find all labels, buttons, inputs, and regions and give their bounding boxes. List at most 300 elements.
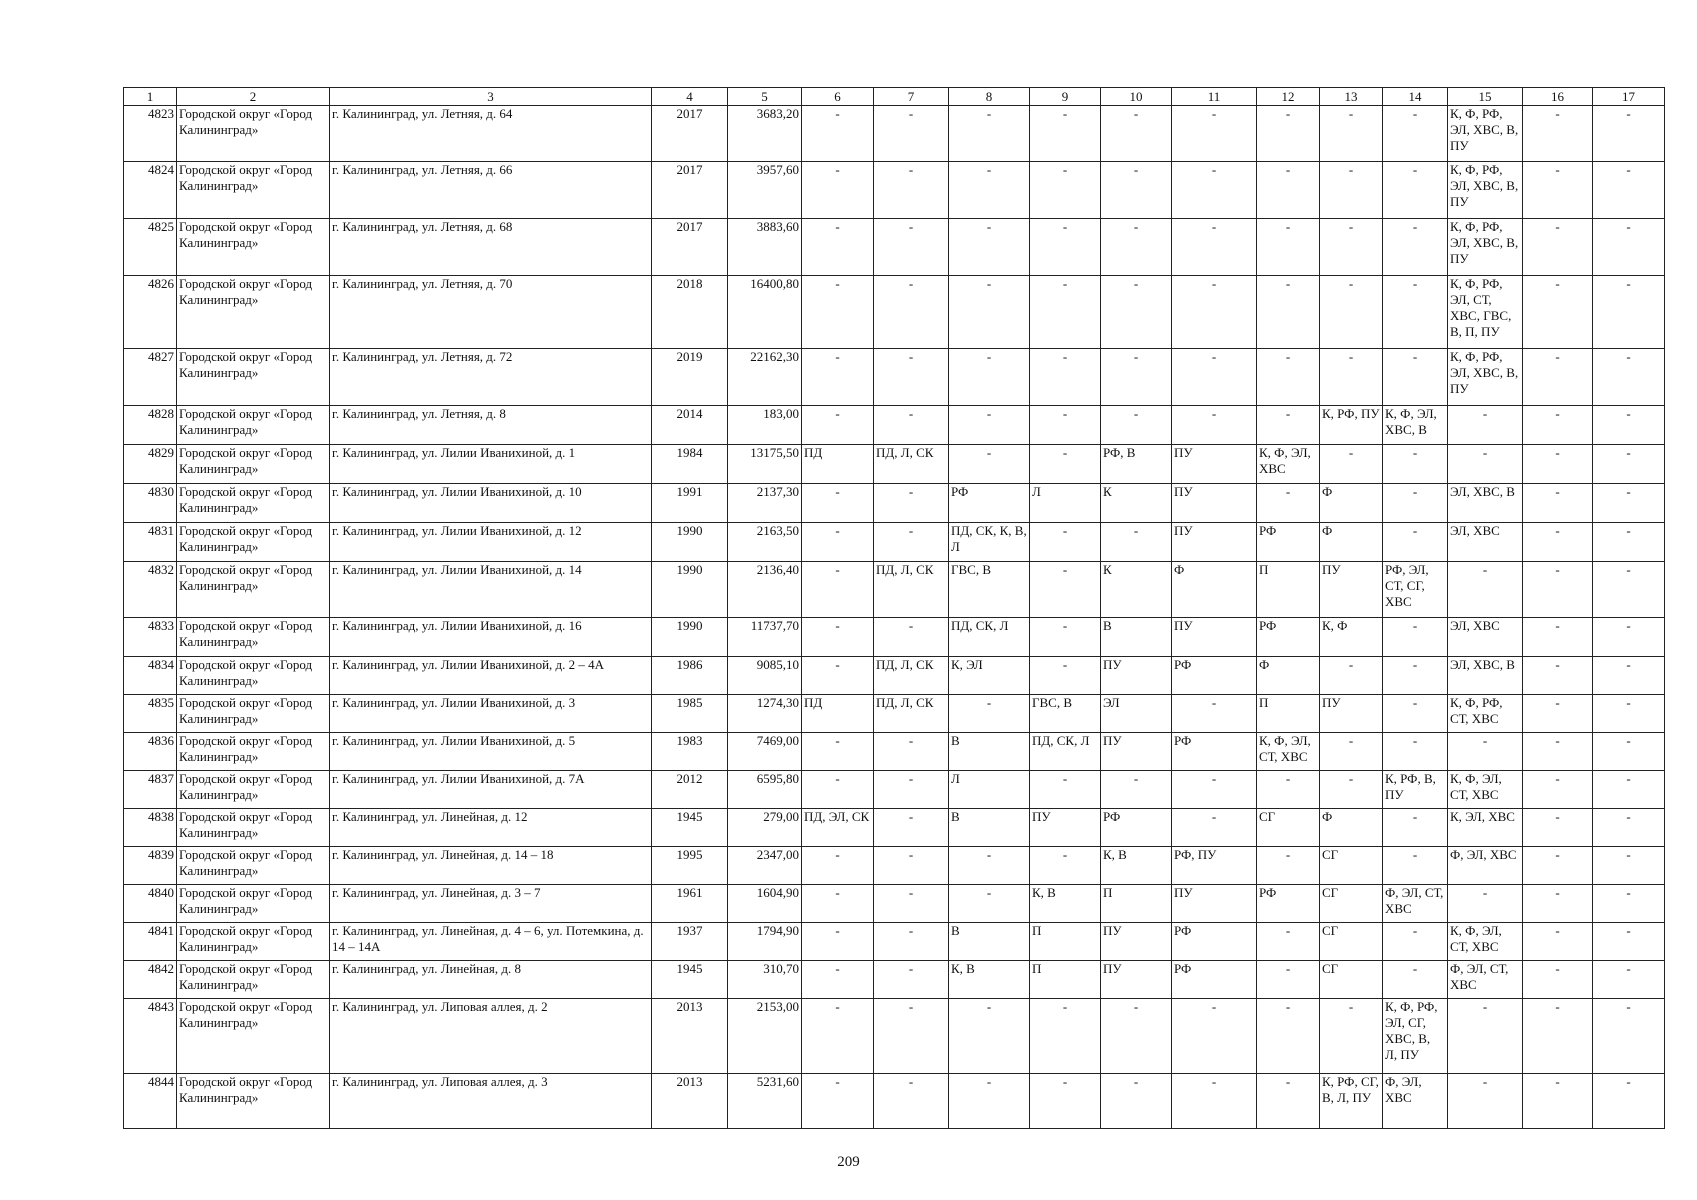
table-row	[124, 961, 1665, 999]
year-cell: 1985	[652, 695, 728, 733]
row-number-cell: 4839	[124, 847, 177, 885]
col-8-cell: -	[949, 885, 1030, 923]
year-cell: 1990	[652, 562, 728, 618]
col-9-cell: -	[1030, 657, 1101, 695]
col-17-cell: -	[1593, 695, 1665, 733]
address-cell: г. Калининград, ул. Лилии Иванихиной, д. 7А	[330, 771, 652, 809]
col-14-cell: -	[1383, 809, 1448, 847]
col-17-cell: -	[1593, 733, 1665, 771]
year-cell: 2017	[652, 219, 728, 276]
col-17-cell: -	[1593, 106, 1665, 162]
column-number-header: 17	[1593, 88, 1665, 106]
col-14-cell: К, Ф, ЭЛ, ХВС, В	[1383, 406, 1448, 445]
col-15-cell: -	[1448, 445, 1523, 484]
col-11-cell: ПУ	[1172, 445, 1257, 484]
col-12-cell: РФ	[1257, 618, 1320, 657]
col-15-cell: К, Ф, РФ, ЭЛ, ХВС, В, ПУ	[1448, 106, 1523, 162]
col-14-cell: -	[1383, 484, 1448, 523]
municipality-cell: Городской округ «Город Калининград»	[177, 523, 330, 562]
col-11-cell: -	[1172, 219, 1257, 276]
table-row	[124, 733, 1665, 771]
year-cell: 1961	[652, 885, 728, 923]
municipality-cell: Городской округ «Город Калининград»	[177, 809, 330, 847]
col-16-cell: -	[1523, 733, 1593, 771]
col-16-cell: -	[1523, 406, 1593, 445]
col-15-cell: Ф, ЭЛ, СТ, ХВС	[1448, 961, 1523, 999]
year-cell: 2018	[652, 276, 728, 349]
col-10-cell: -	[1101, 219, 1172, 276]
address-cell: г. Калининград, ул. Липовая аллея, д. 3	[330, 1074, 652, 1129]
col-8-cell: ПД, СК, К, В, Л	[949, 523, 1030, 562]
col-7-cell: -	[874, 162, 949, 219]
col-13-cell: -	[1320, 733, 1383, 771]
col-11-cell: -	[1172, 276, 1257, 349]
address-cell: г. Калининград, ул. Лилии Иванихиной, д. 1	[330, 445, 652, 484]
table-row	[124, 523, 1665, 562]
col-17-cell: -	[1593, 445, 1665, 484]
address-cell: г. Калининград, ул. Летняя, д. 8	[330, 406, 652, 445]
col-7-cell: -	[874, 523, 949, 562]
col-10-cell: К, В	[1101, 847, 1172, 885]
row-number-cell: 4827	[124, 349, 177, 406]
address-cell: г. Калининград, ул. Линейная, д. 8	[330, 961, 652, 999]
col-17-cell: -	[1593, 618, 1665, 657]
col-12-cell: П	[1257, 562, 1320, 618]
address-cell: г. Калининград, ул. Летняя, д. 68	[330, 219, 652, 276]
col-15-cell: К, Ф, РФ, ЭЛ, СТ, ХВС, ГВС, В, П, ПУ	[1448, 276, 1523, 349]
col-13-cell: К, РФ, ПУ	[1320, 406, 1383, 445]
area-cell: 7469,00	[728, 733, 802, 771]
col-11-cell: ПУ	[1172, 484, 1257, 523]
col-14-cell: К, Ф, РФ, ЭЛ, СГ, ХВС, В, Л, ПУ	[1383, 999, 1448, 1074]
year-cell: 1995	[652, 847, 728, 885]
column-number-header: 10	[1101, 88, 1172, 106]
row-number-cell: 4823	[124, 106, 177, 162]
col-16-cell: -	[1523, 523, 1593, 562]
col-13-cell: СГ	[1320, 961, 1383, 999]
table-row	[124, 276, 1665, 349]
col-6-cell: -	[802, 847, 874, 885]
col-7-cell: -	[874, 961, 949, 999]
row-number-cell: 4831	[124, 523, 177, 562]
area-cell: 279,00	[728, 809, 802, 847]
col-11-cell: -	[1172, 695, 1257, 733]
col-16-cell: -	[1523, 999, 1593, 1074]
col-9-cell: -	[1030, 276, 1101, 349]
col-7-cell: ПД, Л, СК	[874, 445, 949, 484]
col-14-cell: -	[1383, 219, 1448, 276]
address-cell: г. Калининград, ул. Лилии Иванихиной, д. 10	[330, 484, 652, 523]
col-7-cell: -	[874, 618, 949, 657]
col-17-cell: -	[1593, 771, 1665, 809]
table-row	[124, 162, 1665, 219]
municipality-cell: Городской округ «Город Калининград»	[177, 106, 330, 162]
col-15-cell: ЭЛ, ХВС	[1448, 618, 1523, 657]
col-11-cell: -	[1172, 999, 1257, 1074]
row-number-cell: 4833	[124, 618, 177, 657]
address-cell: г. Калининград, ул. Летняя, д. 66	[330, 162, 652, 219]
area-cell: 6595,80	[728, 771, 802, 809]
address-cell: г. Калининград, ул. Лилии Иванихиной, д. 14	[330, 562, 652, 618]
col-9-cell: ПУ	[1030, 809, 1101, 847]
col-12-cell: -	[1257, 162, 1320, 219]
address-cell: г. Калининград, ул. Липовая аллея, д. 2	[330, 999, 652, 1074]
col-15-cell: -	[1448, 1074, 1523, 1129]
col-17-cell: -	[1593, 657, 1665, 695]
col-13-cell: -	[1320, 276, 1383, 349]
col-15-cell: К, Ф, ЭЛ, СТ, ХВС	[1448, 923, 1523, 961]
municipality-cell: Городской округ «Город Калининград»	[177, 847, 330, 885]
col-14-cell: -	[1383, 733, 1448, 771]
col-17-cell: -	[1593, 847, 1665, 885]
col-11-cell: ПУ	[1172, 523, 1257, 562]
col-14-cell: -	[1383, 961, 1448, 999]
row-number-cell: 4834	[124, 657, 177, 695]
col-11-cell: Ф	[1172, 562, 1257, 618]
row-number-cell: 4829	[124, 445, 177, 484]
col-6-cell: ПД	[802, 445, 874, 484]
col-6-cell: -	[802, 1074, 874, 1129]
col-9-cell: П	[1030, 961, 1101, 999]
address-cell: г. Калининград, ул. Лилии Иванихиной, д. 12	[330, 523, 652, 562]
col-9-cell: -	[1030, 445, 1101, 484]
column-number-header: 16	[1523, 88, 1593, 106]
column-number-header: 4	[652, 88, 728, 106]
municipality-cell: Городской округ «Город Калининград»	[177, 162, 330, 219]
col-16-cell: -	[1523, 695, 1593, 733]
col-14-cell: -	[1383, 695, 1448, 733]
col-8-cell: РФ	[949, 484, 1030, 523]
col-16-cell: -	[1523, 1074, 1593, 1129]
col-12-cell: СГ	[1257, 809, 1320, 847]
col-13-cell: Ф	[1320, 523, 1383, 562]
col-8-cell: К, В	[949, 961, 1030, 999]
municipality-cell: Городской округ «Город Калининград»	[177, 733, 330, 771]
col-14-cell: -	[1383, 106, 1448, 162]
row-number-cell: 4837	[124, 771, 177, 809]
col-13-cell: -	[1320, 162, 1383, 219]
col-17-cell: -	[1593, 961, 1665, 999]
col-8-cell: -	[949, 106, 1030, 162]
year-cell: 2017	[652, 106, 728, 162]
col-12-cell: -	[1257, 406, 1320, 445]
col-16-cell: -	[1523, 885, 1593, 923]
table-row	[124, 406, 1665, 445]
row-number-cell: 4836	[124, 733, 177, 771]
col-13-cell: -	[1320, 106, 1383, 162]
col-12-cell: Ф	[1257, 657, 1320, 695]
col-14-cell: -	[1383, 276, 1448, 349]
col-16-cell: -	[1523, 657, 1593, 695]
area-cell: 1274,30	[728, 695, 802, 733]
column-number-header: 9	[1030, 88, 1101, 106]
column-number-header: 13	[1320, 88, 1383, 106]
col-8-cell: -	[949, 219, 1030, 276]
col-10-cell: -	[1101, 349, 1172, 406]
col-6-cell: -	[802, 523, 874, 562]
col-17-cell: -	[1593, 885, 1665, 923]
col-12-cell: -	[1257, 771, 1320, 809]
table-row	[124, 771, 1665, 809]
area-cell: 2153,00	[728, 999, 802, 1074]
area-cell: 1604,90	[728, 885, 802, 923]
col-9-cell: -	[1030, 999, 1101, 1074]
col-9-cell: ГВС, В	[1030, 695, 1101, 733]
col-11-cell: -	[1172, 106, 1257, 162]
col-15-cell: -	[1448, 885, 1523, 923]
address-cell: г. Калининград, ул. Лилии Иванихиной, д. 3	[330, 695, 652, 733]
row-number-cell: 4824	[124, 162, 177, 219]
col-9-cell: -	[1030, 618, 1101, 657]
col-7-cell: -	[874, 771, 949, 809]
col-9-cell: -	[1030, 106, 1101, 162]
col-17-cell: -	[1593, 219, 1665, 276]
column-number-row	[124, 88, 1665, 106]
col-7-cell: -	[874, 923, 949, 961]
col-10-cell: -	[1101, 276, 1172, 349]
col-10-cell: В	[1101, 618, 1172, 657]
col-6-cell: ПД, ЭЛ, СК	[802, 809, 874, 847]
col-16-cell: -	[1523, 276, 1593, 349]
column-number-header: 5	[728, 88, 802, 106]
col-8-cell: -	[949, 847, 1030, 885]
col-12-cell: К, Ф, ЭЛ, ХВС	[1257, 445, 1320, 484]
table-row	[124, 219, 1665, 276]
col-14-cell: К, РФ, В, ПУ	[1383, 771, 1448, 809]
area-cell: 9085,10	[728, 657, 802, 695]
col-16-cell: -	[1523, 445, 1593, 484]
col-8-cell: ПД, СК, Л	[949, 618, 1030, 657]
col-16-cell: -	[1523, 106, 1593, 162]
col-12-cell: П	[1257, 695, 1320, 733]
address-cell: г. Калининград, ул. Лилии Иванихиной, д. 2 – 4А	[330, 657, 652, 695]
row-number-cell: 4838	[124, 809, 177, 847]
col-8-cell: -	[949, 1074, 1030, 1129]
col-11-cell: -	[1172, 809, 1257, 847]
row-number-cell: 4844	[124, 1074, 177, 1129]
area-cell: 2163,50	[728, 523, 802, 562]
municipality-cell: Городской округ «Город Калининград»	[177, 562, 330, 618]
col-14-cell: -	[1383, 923, 1448, 961]
municipality-cell: Городской округ «Город Калининград»	[177, 885, 330, 923]
row-number-cell: 4832	[124, 562, 177, 618]
col-6-cell: -	[802, 106, 874, 162]
area-cell: 11737,70	[728, 618, 802, 657]
address-cell: г. Калининград, ул. Летняя, д. 70	[330, 276, 652, 349]
col-10-cell: РФ	[1101, 809, 1172, 847]
col-15-cell: Ф, ЭЛ, ХВС	[1448, 847, 1523, 885]
col-10-cell: -	[1101, 162, 1172, 219]
col-6-cell: -	[802, 618, 874, 657]
col-8-cell: Л	[949, 771, 1030, 809]
col-12-cell: -	[1257, 276, 1320, 349]
column-number-header: 6	[802, 88, 874, 106]
col-17-cell: -	[1593, 523, 1665, 562]
row-number-cell: 4826	[124, 276, 177, 349]
col-12-cell: -	[1257, 847, 1320, 885]
col-12-cell: -	[1257, 999, 1320, 1074]
col-16-cell: -	[1523, 219, 1593, 276]
year-cell: 1991	[652, 484, 728, 523]
col-10-cell: ПУ	[1101, 961, 1172, 999]
col-16-cell: -	[1523, 847, 1593, 885]
col-7-cell: -	[874, 885, 949, 923]
col-14-cell: Ф, ЭЛ, ХВС	[1383, 1074, 1448, 1129]
col-12-cell: -	[1257, 1074, 1320, 1129]
col-15-cell: -	[1448, 999, 1523, 1074]
col-14-cell: Ф, ЭЛ, СТ, ХВС	[1383, 885, 1448, 923]
col-7-cell: -	[874, 106, 949, 162]
col-10-cell: ЭЛ	[1101, 695, 1172, 733]
col-17-cell: -	[1593, 562, 1665, 618]
col-13-cell: -	[1320, 349, 1383, 406]
col-11-cell: -	[1172, 1074, 1257, 1129]
year-cell: 1945	[652, 809, 728, 847]
col-9-cell: К, В	[1030, 885, 1101, 923]
municipality-cell: Городской округ «Город Калининград»	[177, 961, 330, 999]
col-7-cell: -	[874, 406, 949, 445]
col-16-cell: -	[1523, 562, 1593, 618]
address-cell: г. Калининград, ул. Лилии Иванихиной, д. 16	[330, 618, 652, 657]
area-cell: 2137,30	[728, 484, 802, 523]
municipality-cell: Городской округ «Город Калининград»	[177, 406, 330, 445]
col-8-cell: -	[949, 276, 1030, 349]
col-10-cell: К	[1101, 484, 1172, 523]
municipality-cell: Городской округ «Город Калининград»	[177, 219, 330, 276]
year-cell: 2014	[652, 406, 728, 445]
col-11-cell: РФ	[1172, 733, 1257, 771]
area-cell: 3883,60	[728, 219, 802, 276]
col-11-cell: -	[1172, 406, 1257, 445]
col-9-cell: ПД, СК, Л	[1030, 733, 1101, 771]
table-row	[124, 809, 1665, 847]
col-9-cell: -	[1030, 219, 1101, 276]
col-17-cell: -	[1593, 484, 1665, 523]
col-13-cell: -	[1320, 771, 1383, 809]
municipality-cell: Городской округ «Город Калининград»	[177, 657, 330, 695]
col-6-cell: -	[802, 999, 874, 1074]
col-8-cell: В	[949, 809, 1030, 847]
col-14-cell: -	[1383, 618, 1448, 657]
col-8-cell: -	[949, 999, 1030, 1074]
row-number-cell: 4841	[124, 923, 177, 961]
col-7-cell: -	[874, 219, 949, 276]
col-6-cell: -	[802, 657, 874, 695]
col-6-cell: -	[802, 562, 874, 618]
col-11-cell: -	[1172, 771, 1257, 809]
col-10-cell: -	[1101, 406, 1172, 445]
col-12-cell: -	[1257, 349, 1320, 406]
col-7-cell: -	[874, 349, 949, 406]
area-cell: 183,00	[728, 406, 802, 445]
col-17-cell: -	[1593, 349, 1665, 406]
col-15-cell: -	[1448, 733, 1523, 771]
col-6-cell: -	[802, 219, 874, 276]
col-15-cell: К, Ф, РФ, ЭЛ, ХВС, В, ПУ	[1448, 219, 1523, 276]
col-7-cell: -	[874, 847, 949, 885]
column-number-header: 11	[1172, 88, 1257, 106]
col-6-cell: ПД	[802, 695, 874, 733]
area-cell: 2136,40	[728, 562, 802, 618]
table-row	[124, 484, 1665, 523]
row-number-cell: 4825	[124, 219, 177, 276]
col-12-cell: -	[1257, 219, 1320, 276]
col-15-cell: К, Ф, ЭЛ, СТ, ХВС	[1448, 771, 1523, 809]
column-number-header: 15	[1448, 88, 1523, 106]
row-number-cell: 4835	[124, 695, 177, 733]
col-16-cell: -	[1523, 349, 1593, 406]
year-cell: 1945	[652, 961, 728, 999]
col-17-cell: -	[1593, 162, 1665, 219]
col-12-cell: -	[1257, 961, 1320, 999]
col-8-cell: В	[949, 923, 1030, 961]
col-9-cell: -	[1030, 771, 1101, 809]
column-number-header: 1	[124, 88, 177, 106]
column-number-header: 2	[177, 88, 330, 106]
col-14-cell: -	[1383, 847, 1448, 885]
col-11-cell: РФ	[1172, 657, 1257, 695]
col-13-cell: ПУ	[1320, 562, 1383, 618]
area-cell: 22162,30	[728, 349, 802, 406]
col-9-cell: -	[1030, 523, 1101, 562]
col-15-cell: -	[1448, 406, 1523, 445]
year-cell: 1986	[652, 657, 728, 695]
table-row	[124, 695, 1665, 733]
address-cell: г. Калининград, ул. Линейная, д. 12	[330, 809, 652, 847]
col-14-cell: РФ, ЭЛ, СТ, СГ, ХВС	[1383, 562, 1448, 618]
col-9-cell: -	[1030, 1074, 1101, 1129]
col-17-cell: -	[1593, 406, 1665, 445]
col-15-cell: К, Ф, РФ, СТ, ХВС	[1448, 695, 1523, 733]
col-13-cell: СГ	[1320, 885, 1383, 923]
table-row	[124, 618, 1665, 657]
municipality-cell: Городской округ «Город Калининград»	[177, 618, 330, 657]
col-16-cell: -	[1523, 162, 1593, 219]
col-9-cell: -	[1030, 406, 1101, 445]
municipality-cell: Городской округ «Город Калининград»	[177, 923, 330, 961]
area-cell: 2347,00	[728, 847, 802, 885]
year-cell: 2013	[652, 999, 728, 1074]
col-15-cell: ЭЛ, ХВС, В	[1448, 657, 1523, 695]
col-11-cell: РФ	[1172, 923, 1257, 961]
register-table	[123, 87, 1665, 1129]
col-7-cell: ПД, Л, СК	[874, 657, 949, 695]
col-11-cell: ПУ	[1172, 618, 1257, 657]
col-7-cell: ПД, Л, СК	[874, 562, 949, 618]
year-cell: 1937	[652, 923, 728, 961]
col-10-cell: ПУ	[1101, 923, 1172, 961]
col-17-cell: -	[1593, 1074, 1665, 1129]
municipality-cell: Городской округ «Город Калининград»	[177, 484, 330, 523]
table-row	[124, 923, 1665, 961]
year-cell: 1983	[652, 733, 728, 771]
year-cell: 2017	[652, 162, 728, 219]
year-cell: 1984	[652, 445, 728, 484]
year-cell: 2019	[652, 349, 728, 406]
row-number-cell: 4842	[124, 961, 177, 999]
col-13-cell: К, РФ, СГ, В, Л, ПУ	[1320, 1074, 1383, 1129]
col-10-cell: ПУ	[1101, 657, 1172, 695]
col-10-cell: -	[1101, 1074, 1172, 1129]
column-number-header: 8	[949, 88, 1030, 106]
address-cell: г. Калининград, ул. Летняя, д. 72	[330, 349, 652, 406]
col-7-cell: ПД, Л, СК	[874, 695, 949, 733]
column-number-header: 14	[1383, 88, 1448, 106]
col-13-cell: -	[1320, 999, 1383, 1074]
col-7-cell: -	[874, 809, 949, 847]
col-10-cell: РФ, В	[1101, 445, 1172, 484]
municipality-cell: Городской округ «Город Калининград»	[177, 695, 330, 733]
